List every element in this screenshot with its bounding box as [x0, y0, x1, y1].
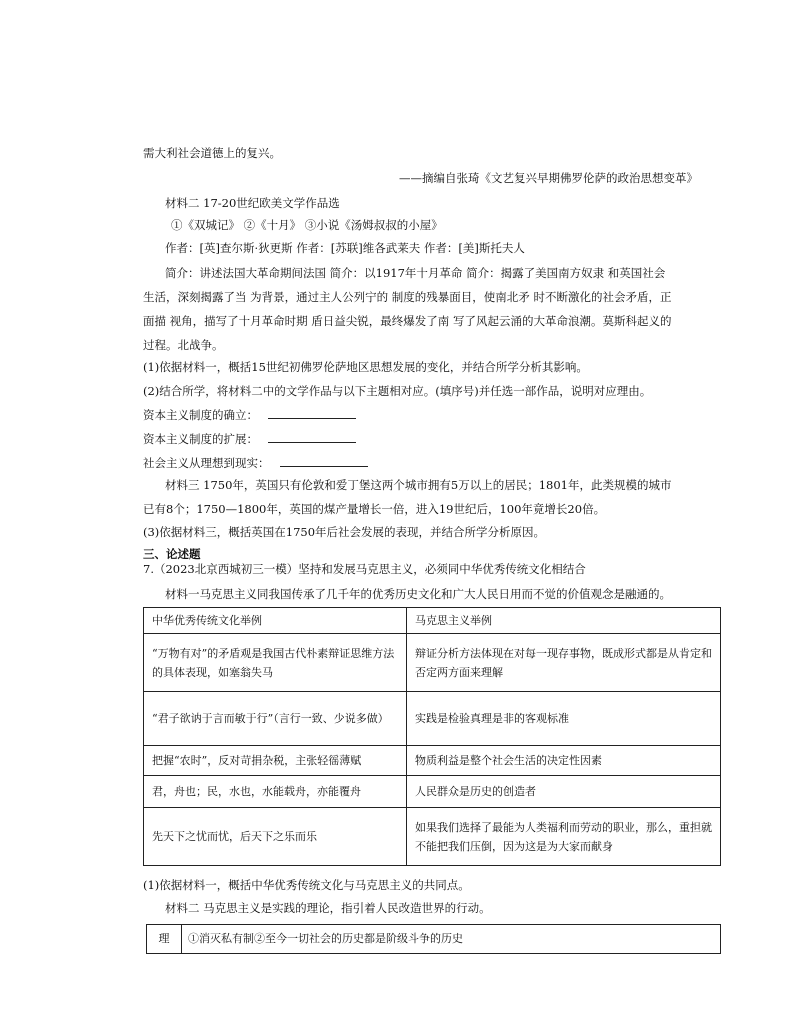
fill-item: [143, 407, 356, 423]
material2-desc-line: 简介：讲述法国大革命期间法国 简介：以1917年十月革命 简介：揭露了美国南方奴隶 和英国社会: [165, 266, 666, 280]
source-line: ——摘编自张琦《文艺复兴早期佛罗伦萨的政治思想变革》: [399, 171, 698, 185]
table-row: [144, 692, 721, 746]
material2-desc-line: 过程。北战争。: [143, 338, 224, 352]
question-2: (2)结合所学，将材料二中的文学作品与以下主题相对应。(填序号)并任选一部作品，说明对应理由。: [143, 384, 652, 398]
fill-item: [143, 455, 368, 471]
table-cell: 人民群众是历史的创造者: [407, 776, 721, 808]
table-cell: 实践是检验真理是非的客观标准: [407, 692, 721, 746]
answer-blank[interactable]: [268, 407, 356, 419]
table-cell: 辩证分析方法体现在对每一现存事物，既成形式都是从肯定和否定两方面来理解: [407, 634, 721, 692]
question-7-1: (1)依据材料一，概括中华优秀传统文化与马克思主义的共同点。: [143, 878, 470, 892]
table-header: 马克思主义举例: [407, 608, 721, 634]
answer-blank[interactable]: [268, 431, 356, 443]
table-cell: 把握“农时”，反对苛捐杂税，主张轻徭薄赋: [144, 746, 407, 776]
material2-desc-line: 面描 视角，描写了十月革命时期 盾日益尖锐，最终爆发了南 写了风起云涌的大革命浪潮。莫斯科起义的: [143, 314, 672, 328]
section-heading: 三、论述题: [143, 547, 201, 561]
question-1: (1)依据材料一，概括15世纪初佛罗伦萨地区思想发展的变化，并结合所学分析其影响。: [143, 360, 588, 374]
question-3: (3)依据材料三，概括英国在1750年后社会发展的表现，并结合所学分析原因。: [143, 525, 546, 539]
table-cell: ①消灭私有制②至今一切社会的历史都是阶级斗争的历史: [182, 925, 721, 954]
fill-item: [143, 431, 356, 447]
table-key-cell: 理: [147, 925, 182, 954]
table-cell: 物质利益是整个社会生活的决定性因素: [407, 746, 721, 776]
material2-title: 材料二 17-20世纪欧美文学作品选: [165, 196, 340, 210]
comparison-table: [143, 607, 721, 866]
table-cell: “君子欲讷于言而敏于行”（言行一致、少说多做）: [144, 692, 407, 746]
table-cell: “万物有对”的矛盾观是我国古代朴素辩证思维方法的具体表现，如塞翁失马: [144, 634, 407, 692]
table-row: [144, 746, 721, 776]
table-cell: 先天下之忧而忧，后天下之乐而乐: [144, 808, 407, 866]
fill-item-label: 资本主义制度的扩展：: [143, 432, 258, 446]
table-row: [144, 808, 721, 866]
material3-line: 材料三 1750年，英国只有伦敦和爱丁堡这两个城市拥有5万以上的居民；1801年，此类规模的城市: [165, 478, 672, 492]
table-row: [144, 634, 721, 692]
fill-item-label: 资本主义制度的确立：: [143, 408, 258, 422]
table-row: [144, 776, 721, 808]
material2-authors: 作者：[英]查尔斯·狄更斯 作者：[苏联]维各武莱夫 作者：[美]斯托夫人: [165, 241, 525, 255]
theory-table: [146, 924, 721, 954]
table-cell: 君，舟也；民，水也，水能载舟，亦能覆舟: [144, 776, 407, 808]
fill-item-label: 社会主义从理想到现实：: [143, 456, 270, 470]
table-header: 中华优秀传统文化举例: [144, 608, 407, 634]
table-header-row: [144, 608, 721, 634]
intro-line: 需大利社会道德上的复兴。: [143, 146, 281, 160]
answer-blank[interactable]: [280, 455, 368, 467]
table-cell: 如果我们选择了最能为人类福利而劳动的职业，那么，重担就不能把我们压倒，因为这是为大家而献身: [407, 808, 721, 866]
q7-material2: 材料二 马克思主义是实践的理论，指引着人民改造世界的行动。: [165, 901, 491, 915]
table-row: [147, 925, 721, 954]
material2-works: ①《双城记》 ②《十月》 ③小说《汤姆叔叔的小屋》: [171, 218, 443, 232]
q7-material1: 材料一马克思主义同我国传承了几千年的优秀历史文化和广大人民日用而不觉的价值观念是融通的。: [165, 587, 671, 601]
material3-line: 已有8个；1750—1800年，英国的煤产量增长一倍，进入19世纪后，100年竟增长20倍。: [143, 502, 606, 516]
question-7: 7.（2023北京西城初三一模）坚持和发展马克思主义，必须同中华优秀传统文化相结合: [143, 562, 586, 576]
material2-desc-line: 生活，深刻揭露了当 为背景，通过主人公列宁的 制度的残暴面目，使南北矛 时不断激化的社会矛盾，正: [143, 290, 672, 304]
